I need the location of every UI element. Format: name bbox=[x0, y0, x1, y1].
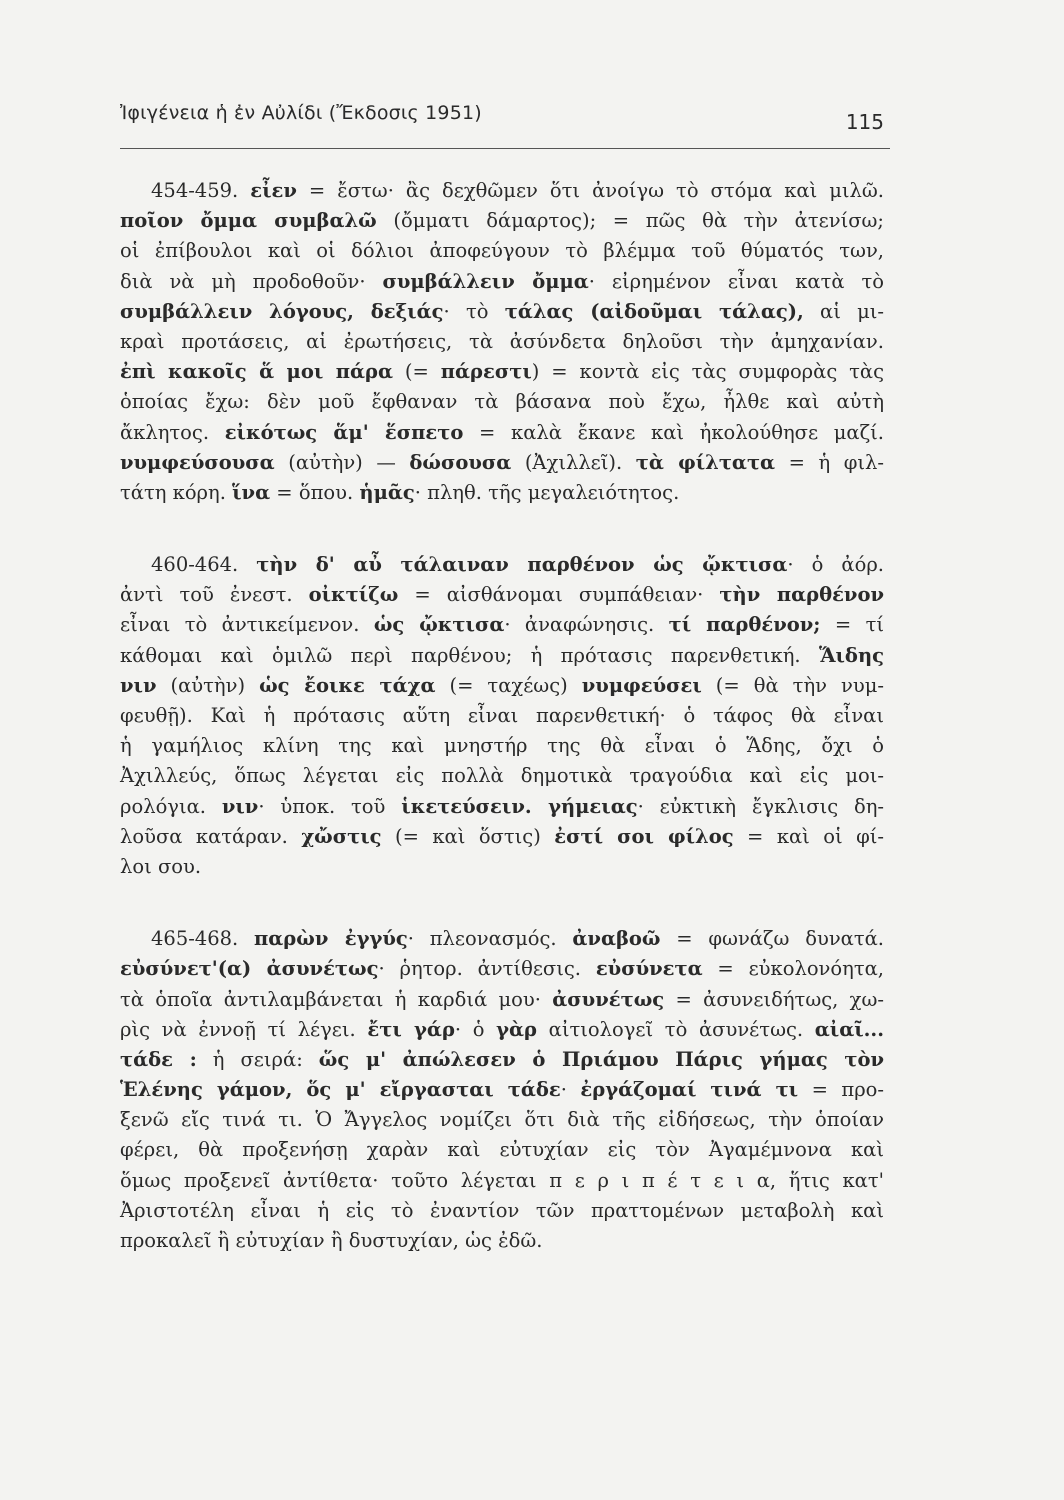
lemma-bold: γὰρ bbox=[496, 1017, 538, 1041]
text-run: ὁποίας ἔχω: δὲν μοῦ ἔφθαναν τὰ βάσανα ποὺ ἔχω, ἦλθε καὶ αὐτὴ bbox=[120, 390, 884, 414]
text-run: = εὐκολονόητα, bbox=[702, 957, 884, 981]
text-line bbox=[120, 176, 884, 206]
lemma-bold: ὡς ἔοικε τάχα bbox=[259, 673, 436, 697]
text-run: (= θὰ τὴν νυμ- bbox=[701, 673, 884, 697]
text-run: Ἀχιλλεύς, ὅπως λέγεται εἰς πολλὰ δημοτικὰ τραγούδια καὶ εἰς μοι- bbox=[120, 764, 884, 788]
text-run: · ἀναφώνησις. bbox=[504, 613, 669, 637]
lemma-bold: εὐσύνετ'(α) ἀσυνέτως bbox=[120, 957, 379, 981]
text-run: · τὸ bbox=[443, 299, 505, 323]
page-header bbox=[120, 96, 890, 149]
text-run: (Ἀχιλλεῖ). bbox=[511, 450, 636, 474]
text-line bbox=[120, 448, 884, 478]
text-run: · εἰρημένον εἶναι κατὰ τὸ bbox=[588, 269, 884, 293]
text-run: κραὶ προτάσεις, αἱ ἐρωτήσεις, τὰ ἀσύνδετα δηλοῦσι τὴν ἀμηχανίαν. bbox=[120, 329, 884, 353]
text-run: φέρει, θὰ προξενήσῃ χαρὰν καὶ εὐτυχίαν εἰς τὸν Ἀγαμέμνονα καὶ bbox=[120, 1138, 884, 1162]
text-run: = τί bbox=[820, 613, 885, 637]
lemma-bold: ἡμᾶς bbox=[359, 480, 415, 504]
text-run: εἶναι τὸ ἀντικείμενον. bbox=[120, 613, 374, 637]
page-number: 115 bbox=[845, 110, 884, 134]
text-run: προκαλεῖ ἢ εὐτυχίαν ἢ δυστυχίαν, ὡς ἐδῶ. bbox=[120, 1229, 543, 1252]
text-line bbox=[120, 1226, 884, 1256]
text-run: · πλεονασμός. bbox=[407, 927, 573, 951]
lemma-bold: τί παρθένον; bbox=[668, 613, 821, 637]
text-line bbox=[120, 985, 884, 1015]
text-run: 454-459. bbox=[151, 179, 251, 202]
lemma-bold: Ἅιδης bbox=[818, 643, 884, 667]
text-run: = προ- bbox=[798, 1078, 884, 1102]
text-run: 460-464. bbox=[151, 553, 257, 577]
text-run: ξενῶ εἴς τινά τι. Ὁ Ἄγγελος νομίζει ὅτι διὰ τῆς εἰδήσεως, τὴν ὁποίαν bbox=[120, 1108, 884, 1132]
text-line bbox=[120, 327, 884, 357]
text-line bbox=[120, 1075, 884, 1105]
text-line bbox=[120, 701, 884, 731]
lemma-bold: ἵνα bbox=[232, 480, 271, 504]
text-line bbox=[120, 792, 884, 822]
text-line bbox=[120, 822, 884, 852]
lemma-bold: ἐπὶ κακοῖς ἅ μοι πάρα bbox=[120, 360, 393, 384]
text-line bbox=[120, 731, 884, 761]
text-line bbox=[120, 357, 884, 387]
text-run: λοι σου. bbox=[120, 854, 202, 878]
text-line bbox=[120, 267, 884, 297]
lemma-bold: αἰαῖ... bbox=[814, 1017, 884, 1041]
lemma-bold: ἀσυνέτως bbox=[552, 987, 665, 1011]
text-run: ἄκλητος. bbox=[120, 420, 225, 444]
lemma-bold: οἰκτίζω bbox=[308, 583, 399, 607]
text-run: · bbox=[560, 1078, 581, 1102]
text-line bbox=[120, 610, 884, 640]
lemma-bold: εἰκότως ἅμ' ἕσπετο bbox=[224, 420, 464, 444]
text-line bbox=[120, 418, 884, 448]
text-run: ἀντὶ τοῦ ἐνεστ. bbox=[120, 583, 309, 607]
text-run: αἰτιολογεῖ τὸ ἀσυνέτως. bbox=[537, 1017, 815, 1041]
text-line bbox=[120, 550, 884, 580]
text-run: = ἀσυνειδήτως, χω- bbox=[664, 987, 884, 1011]
text-run: ἡ γαμήλιος κλίνη της καὶ μνηστήρ της θὰ εἶναι ὁ Ἅδης, ὄχι ὁ bbox=[120, 734, 884, 758]
text-line bbox=[120, 478, 884, 508]
text-run: (αὐτὴν) — bbox=[274, 450, 410, 474]
text-run: ρολόγια. bbox=[120, 794, 222, 818]
text-line bbox=[120, 852, 884, 882]
text-line bbox=[120, 924, 884, 954]
text-line bbox=[120, 206, 884, 236]
text-run: · εὐκτικὴ ἔγκλισις δη- bbox=[637, 794, 885, 818]
text-run: λοῦσα κατάραν. bbox=[120, 824, 302, 848]
text-line bbox=[120, 1196, 884, 1226]
text-line bbox=[120, 236, 884, 266]
text-run: · ῥητορ. ἀντίθεσις. bbox=[378, 957, 596, 981]
lemma-bold: τάλας (αἰδοῦμαι τάλας), bbox=[504, 299, 804, 323]
lemma-bold: ὥς μ' ἀπώλεσεν ὁ Πριάμου Πάρις γήμας τὸν bbox=[318, 1047, 884, 1071]
text-run: ) = κοντὰ εἰς τὰς συμφορὰς τὰς bbox=[531, 360, 884, 384]
lemma-bold: εἶεν bbox=[250, 179, 297, 202]
lemma-bold: ἐργάζομαί τινά τι bbox=[580, 1078, 799, 1102]
commentary-paragraph bbox=[120, 176, 884, 508]
text-run: · ὁ ἀόρ. bbox=[787, 553, 884, 577]
commentary-paragraph bbox=[120, 550, 884, 882]
text-run: αἱ μι- bbox=[803, 299, 885, 323]
text-run: · πληθ. τῆς μεγαλειότητος. bbox=[414, 480, 680, 504]
text-line bbox=[120, 297, 884, 327]
lemma-bold: πάρεστι bbox=[440, 360, 532, 384]
commentary-paragraph bbox=[120, 924, 884, 1256]
text-run: = αἰσθάνομαι συμπάθειαν· bbox=[398, 583, 720, 607]
lemma-bold: ἐστί σοι φίλος bbox=[554, 824, 734, 848]
text-run: (= ταχέως) bbox=[435, 673, 582, 697]
lemma-bold: παρὼν ἐγγύς bbox=[254, 927, 408, 951]
text-line bbox=[120, 580, 884, 610]
text-run: τὰ ὁποῖα ἀντιλαμβάνεται ἡ καρδιά μου· bbox=[120, 987, 553, 1011]
text-line bbox=[120, 1166, 884, 1196]
lemma-bold: ἔτι γάρ bbox=[367, 1017, 455, 1041]
text-line bbox=[120, 641, 884, 671]
text-run: Ἀριστοτέλη εἶναι ἡ εἰς τὸ ἐναντίον τῶν πραττομένων μεταβολὴ καὶ bbox=[120, 1198, 884, 1222]
lemma-bold: ἀναβοῶ bbox=[572, 927, 661, 951]
text-run: = ἔστω· ἂς δεχθῶμεν ὅτι ἀνοίγω τὸ στόμα καὶ μιλῶ. bbox=[296, 179, 884, 202]
lemma-bold: ποῖον ὄμμα συμβαλῶ bbox=[120, 209, 377, 233]
text-run: τάτη κόρη. bbox=[120, 480, 233, 504]
text-run: = καλὰ ἔκανε καὶ ἠκολούθησε μαζί. bbox=[463, 420, 884, 444]
text-run: (ὄμματι δάμαρτος); = πῶς θὰ τὴν ἀτενίσω; bbox=[376, 209, 884, 233]
text-run: ρὶς νὰ ἐννοῇ τί λέγει. bbox=[120, 1017, 368, 1041]
text-run: = ἡ φιλ- bbox=[775, 450, 884, 474]
text-run: (= bbox=[393, 360, 441, 384]
text-run: (= καὶ ὅστις) bbox=[381, 824, 555, 848]
lemma-bold: τὰ φίλτατα bbox=[635, 450, 776, 474]
text-run: φευθῇ). Καὶ ἡ πρότασις αὕτη εἶναι παρενθετική· ὁ τάφος θὰ εἶναι bbox=[120, 704, 884, 727]
text-run: διὰ νὰ μὴ προδοθοῦν· bbox=[120, 269, 383, 293]
text-line bbox=[120, 954, 884, 984]
text-line bbox=[120, 761, 884, 791]
running-title: Ἰφιγένεια ἡ ἐν Αὐλίδι (Ἔκδοσις 1951) bbox=[120, 102, 482, 124]
text-line bbox=[120, 1135, 884, 1165]
text-run: = φωνάζω δυνατά. bbox=[660, 927, 884, 951]
text-run: οἱ ἐπίβουλοι καὶ οἱ δόλιοι ἀποφεύγουν τὸ βλέμμα τοῦ θύματός των, bbox=[120, 239, 884, 263]
lemma-bold: τὴν δ' αὖ τάλαιναν παρθένον ὡς ᾤκτισα bbox=[256, 553, 788, 577]
text-line bbox=[120, 387, 884, 417]
lemma-bold: νυμφεύσουσα bbox=[120, 450, 275, 474]
lemma-bold: τὴν παρθένον bbox=[719, 583, 884, 607]
text-line bbox=[120, 671, 884, 701]
lemma-bold: νυμφεύσει bbox=[581, 673, 702, 697]
lemma-bold: ἱκετεύσειν. γήμειας bbox=[401, 794, 638, 818]
lemma-bold: νιν bbox=[221, 794, 259, 818]
lemma-bold: χὤστις bbox=[301, 824, 382, 848]
lemma-bold: Ἑλένης γάμον, ὅς μ' εἴργασται τάδε bbox=[120, 1078, 561, 1102]
lemma-bold: δώσουσα bbox=[409, 450, 512, 474]
text-run: · ὁ bbox=[454, 1017, 497, 1041]
text-run: 465-468. bbox=[151, 927, 255, 951]
lemma-bold: τάδε : bbox=[120, 1047, 197, 1071]
text-line bbox=[120, 1015, 884, 1045]
text-run: = καὶ οἱ φί- bbox=[733, 824, 884, 848]
text-line bbox=[120, 1045, 884, 1075]
lemma-bold: συμβάλλειν λόγους, δεξιάς bbox=[120, 299, 444, 323]
lemma-bold: ὡς ᾤκτισα bbox=[373, 613, 505, 637]
commentary-body bbox=[120, 176, 884, 1256]
lemma-bold: εὐσύνετα bbox=[595, 957, 703, 981]
text-run: = ὅπου. bbox=[270, 480, 360, 504]
lemma-bold: νιν bbox=[120, 673, 157, 697]
text-run: · ὑποκ. τοῦ bbox=[258, 794, 402, 818]
text-run: κάθομαι καὶ ὁμιλῶ περὶ παρθένου; ἡ πρότασις παρενθετική. bbox=[120, 643, 819, 667]
lemma-bold: συμβάλλειν ὄμμα bbox=[382, 269, 589, 293]
text-line bbox=[120, 1105, 884, 1135]
text-run: ὅμως προξενεῖ ἀντίθετα· τοῦτο λέγεται π ε ρ ι π έ τ ε ι α, ἥτις κατ' bbox=[120, 1168, 884, 1192]
text-run: ἡ σειρά: bbox=[196, 1047, 319, 1071]
text-run: (αὐτὴν) bbox=[156, 673, 260, 697]
